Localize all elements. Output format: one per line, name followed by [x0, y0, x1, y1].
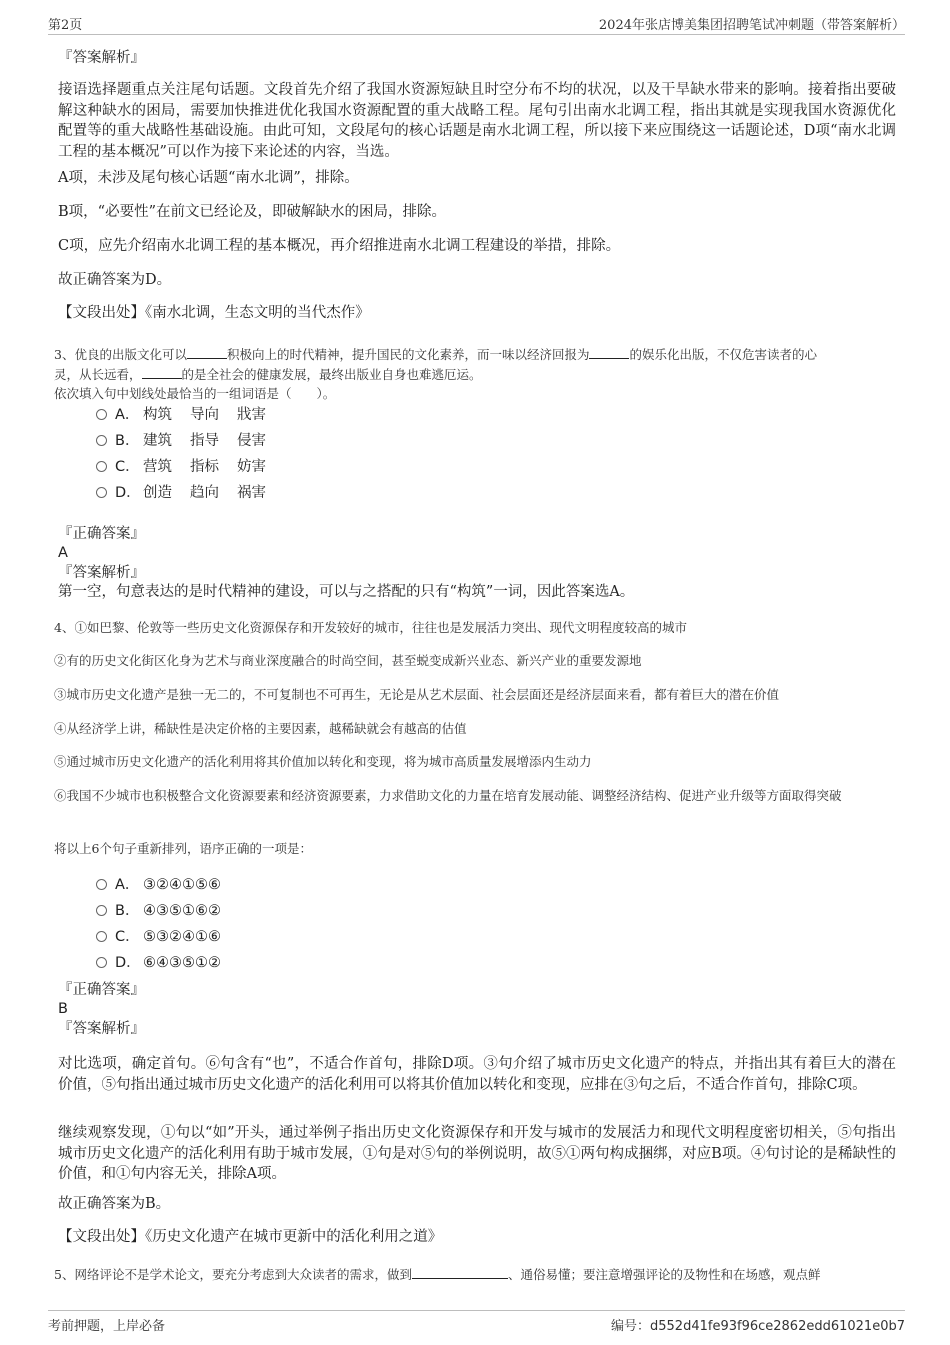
correct-answer-value: A [58, 545, 68, 561]
question-4-sentence-6: ⑥我国不少城市也积极整合文化资源要素和经济资源要素，力求借助文化的力量在培育发展动能、调整经济结构、促进产业升级等方面取得突破 [54, 788, 842, 803]
question-3-option-b[interactable]: B． 建筑 指导 侵害 [96, 431, 284, 451]
page-number: 第2页 [48, 18, 83, 33]
answer-conclusion: 故正确答案为B。 [58, 1196, 171, 1212]
fill-blank-2[interactable] [589, 344, 629, 359]
correct-answer-label: 『正确答案』 [58, 526, 145, 542]
analysis-label: 『答案解析』 [58, 1021, 145, 1037]
radio-button[interactable] [96, 487, 107, 498]
question-3-analysis: 第一空，句意表达的是时代精神的建设，可以与之搭配的只有“构筑”一词，因此答案选A。 [58, 584, 635, 600]
analysis-option-c: C项，应先介绍南水北调工程的基本概况，再介绍推进南水北调工程建设的举措，排除。 [58, 238, 621, 254]
question-4-sentence-2: ②有的历史文化街区化身为艺术与商业深度融合的时尚空间，甚至蜕变成新兴业态、新兴产业的重要发源地 [54, 653, 642, 668]
analysis-option-b: B项，“必要性”在前文已经论及，即破解缺水的困局，排除。 [58, 204, 446, 220]
radio-button[interactable] [96, 409, 107, 420]
analysis-paragraph: 接语选择题重点关注尾句话题。文段首先介绍了我国水资源短缺且时空分布不均的状况，以及干旱缺水带来的影响。接着指出要破解这种缺水的困局，需要加快推进优化我国水资源配置的重大战略工程。尾句引出南水北调工程，指出其就是实现我国水资源优化配置等的重大战略性基础设施。由此可知，文段尾句的核心话题是南水北调工程，所以接下来应围绕这一话题论述，D项“南水北调工程的基本概况”可以作为接下来论述的内容，当选。 [58, 82, 896, 160]
question-3-stem: 3、优良的出版文化可以 积极向上的时代精神，提升国民的文化素养，而一味以经济回报为 的娱乐化出版，不仅危害读者的心 灵，从长远看， 的是全社会的健康发展，最终出版业自身也难逃厄运。 依次填入句中划线处最恰当的一组词语是（ ）。 [54, 344, 896, 403]
radio-button[interactable] [96, 435, 107, 446]
document-title: 2024年张店博美集团招聘笔试冲刺题（带答案解析） [598, 18, 905, 33]
correct-answer-value: B [58, 1001, 68, 1017]
question-3-option-a[interactable]: A． 构筑 导向 戕害 [96, 405, 284, 425]
radio-button[interactable] [96, 461, 107, 472]
footer-slogan: 考前押题，上岸必备 [48, 1319, 166, 1334]
source-citation: 【文段出处】《南水北调，生态文明的当代杰作》 [58, 305, 370, 321]
question-5-stem: 5、网络评论不是学术论文，要充分考虑到大众读者的需求，做到 、通俗易懂；要注意增强评论的及物性和在场感，观点鲜 [54, 1264, 896, 1284]
question-3-option-d[interactable]: D． 创造 趋向 祸害 [96, 483, 284, 503]
question-4-option-a[interactable]: A． ③②④①⑤⑥ [96, 875, 221, 895]
question-4-analysis-2: 继续观察发现，①句以“如”开头，通过举例子指出历史文化资源保存和开发与城市的发展活力和现代文明程度密切相关，⑤句指出城市历史文化遗产的活化利用有助于城市发展，①句是对⑤句的举例说明，故⑤①两句构成捆绑，对应B项。④句讨论的是稀缺性的价值，和①句内容无关，排除A项。 [58, 1125, 896, 1182]
correct-answer-label: 『正确答案』 [58, 982, 145, 998]
question-4-option-d[interactable]: D． ⑥④③⑤①② [96, 953, 221, 973]
question-4-sentence-3: ③城市历史文化遗产是独一无二的，不可复制也不可再生，无论是从艺术层面、社会层面还是经济层面来看，都有着巨大的潜在价值 [54, 687, 780, 702]
radio-button[interactable] [96, 879, 107, 890]
answer-conclusion: 故正确答案为D。 [58, 272, 172, 288]
page-footer [48, 1310, 905, 1335]
question-4-analysis-1: 对比选项，确定首句。⑥句含有“也”，不适合作首句，排除D项。③句介绍了城市历史文化遗产的特点，并指出其有着巨大的潜在价值，⑤句指出通过城市历史文化遗产的活化利用可以将其价值加以转化和变现，应排在③句之后，不适合作首句，排除C项。 [58, 1056, 896, 1093]
question-4-sentence-5: ⑤通过城市历史文化遗产的活化利用将其价值加以转化和变现，将为城市高质量发展增添内生动力 [54, 754, 592, 769]
radio-button[interactable] [96, 905, 107, 916]
fill-blank-1[interactable] [187, 344, 227, 359]
radio-button[interactable] [96, 931, 107, 942]
document-id: 编号：d552d41fe93f96ce2862edd61021e0b7 [611, 1319, 905, 1334]
fill-blank-1[interactable] [412, 1264, 508, 1279]
question-4-sentence-1: 4、①如巴黎、伦敦等一些历史文化资源保存和开发较好的城市，往往也是发展活力突出、现代文明程度较高的城市 [54, 620, 687, 635]
fill-blank-3[interactable] [142, 364, 182, 379]
question-3-instruction: 依次填入句中划线处最恰当的一组词语是（ ）。 [54, 386, 336, 401]
analysis-option-a: A项，未涉及尾句核心话题“南水北调”，排除。 [58, 170, 359, 186]
source-citation: 【文段出处】《历史文化遗产在城市更新中的活化利用之道》 [58, 1229, 443, 1245]
question-4-instruction: 将以上6个句子重新排列，语序正确的一项是： [54, 841, 312, 856]
page-header [48, 14, 905, 35]
analysis-label: 『答案解析』 [58, 50, 145, 66]
analysis-label: 『答案解析』 [58, 565, 145, 581]
question-3-option-c[interactable]: C． 营筑 指标 妨害 [96, 457, 284, 477]
question-4-option-b[interactable]: B． ④③⑤①⑥② [96, 901, 221, 921]
question-4-sentence-4: ④从经济学上讲，稀缺性是决定价格的主要因素，越稀缺就会有越高的估值 [54, 721, 467, 736]
radio-button[interactable] [96, 957, 107, 968]
question-4-option-c[interactable]: C． ⑤③②④①⑥ [96, 927, 221, 947]
